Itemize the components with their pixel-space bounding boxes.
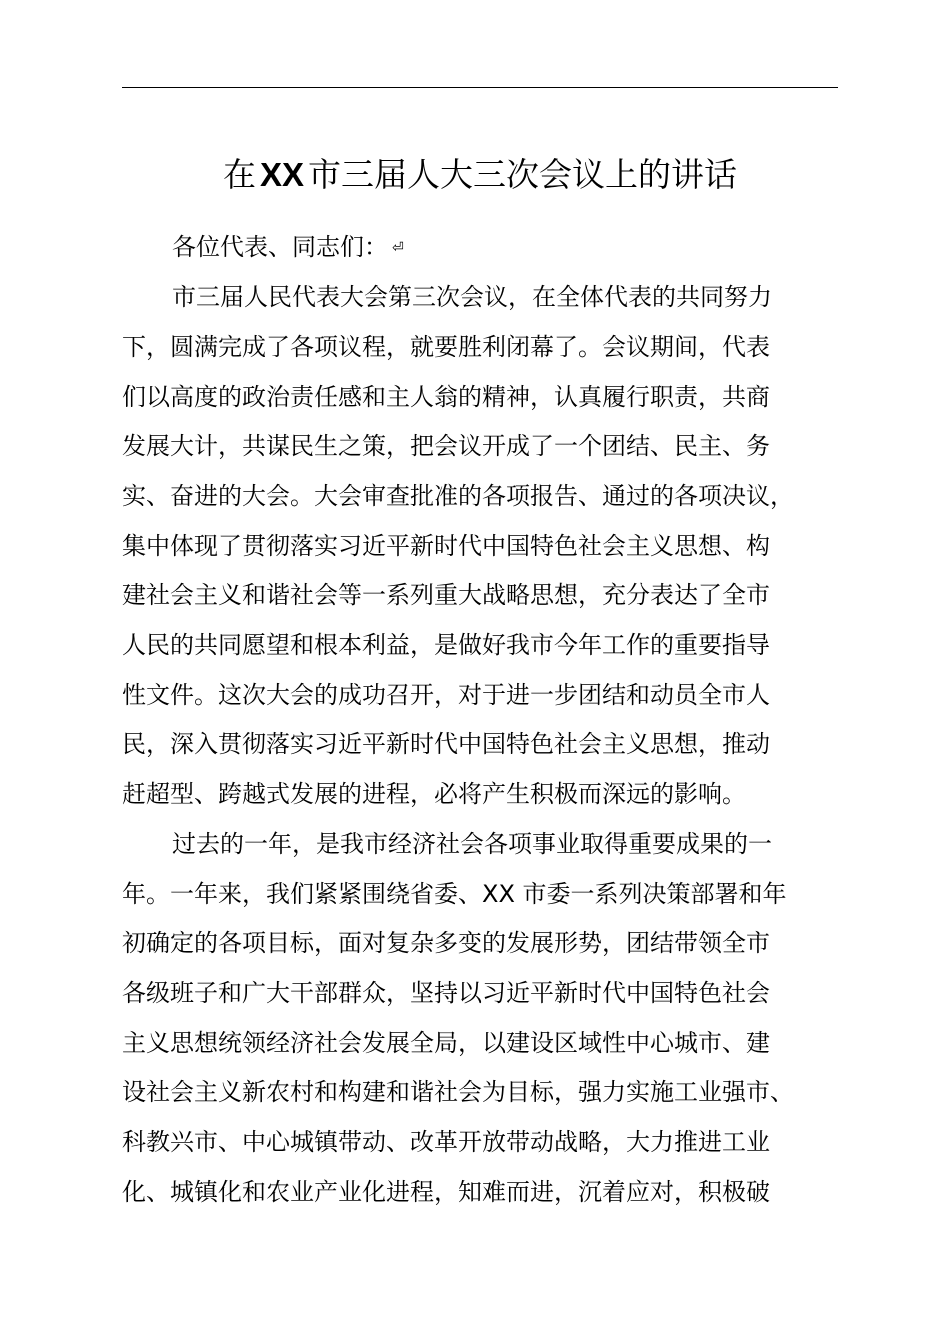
title-suffix: 市三届人大三次会议上的讲话 [308,155,738,194]
salutation [172,222,862,272]
title-xx: XX [259,156,305,193]
body-line: 下，圆满完成了各项议程，就要胜利闭幕了。会议期间，代表 [122,333,770,361]
title-prefix: 在 [222,155,256,194]
body-line: 人民的共同愿望和根本利益，是做好我市今年工作的重要指导 [122,631,770,659]
body-line: 建社会主义和谐社会等一系列重大战略思想，充分表达了全市 [122,581,770,609]
body-line: 各级班子和广大干部群众，坚持以习近平新时代中国特色社会 [122,979,770,1007]
body-line: 赶超型、跨越式发展的进程，必将产生积极而深远的影响。 [122,780,746,808]
salutation-text: 各位代表、同志们： [172,233,388,261]
header-rule [122,87,838,88]
body-line: 集中体现了贯彻落实习近平新时代中国特色社会主义思想、构 [122,532,770,560]
body-line: 实、奋进的大会。大会审查批准的各项报告、通过的各项决议， [122,482,794,510]
body-line: 发展大计，共谋民生之策，把会议开成了一个团结、民主、务 [122,432,770,460]
body-line: 民，深入贯彻落实习近平新时代中国特色社会主义思想，推动 [122,730,770,758]
return-mark-icon: ⏎ [392,240,404,256]
body-line: 设社会主义新农村和构建和谐社会为目标，强力实施工业强市、 [122,1078,794,1106]
body-line: 市三届人民代表大会第三次会议，在全体代表的共同努力 [172,283,772,311]
body-line: 性文件。这次大会的成功召开，对于进一步团结和动员全市人 [122,681,770,709]
body-line: 化、城镇化和农业产业化进程，知难而进，沉着应对，积极破 [122,1178,770,1206]
document-title [122,150,838,200]
body-line: 主义思想统领经济社会发展全局，以建设区域性中心城市、建 [122,1029,770,1057]
body-line: 年。一年来，我们紧紧围绕省委、XX 市委一系列决策部署和年 [122,880,787,908]
body-line: 们以高度的政治责任感和主人翁的精神，认真履行职责，共商 [122,383,770,411]
body-line: 科教兴市、中心城镇带动、改革开放带动战略，大力推进工业 [122,1128,770,1156]
body-line: 过去的一年，是我市经济社会各项事业取得重要成果的一 [172,830,772,858]
body-line: 初确定的各项目标，面对复杂多变的发展形势，团结带领全市 [122,929,770,957]
